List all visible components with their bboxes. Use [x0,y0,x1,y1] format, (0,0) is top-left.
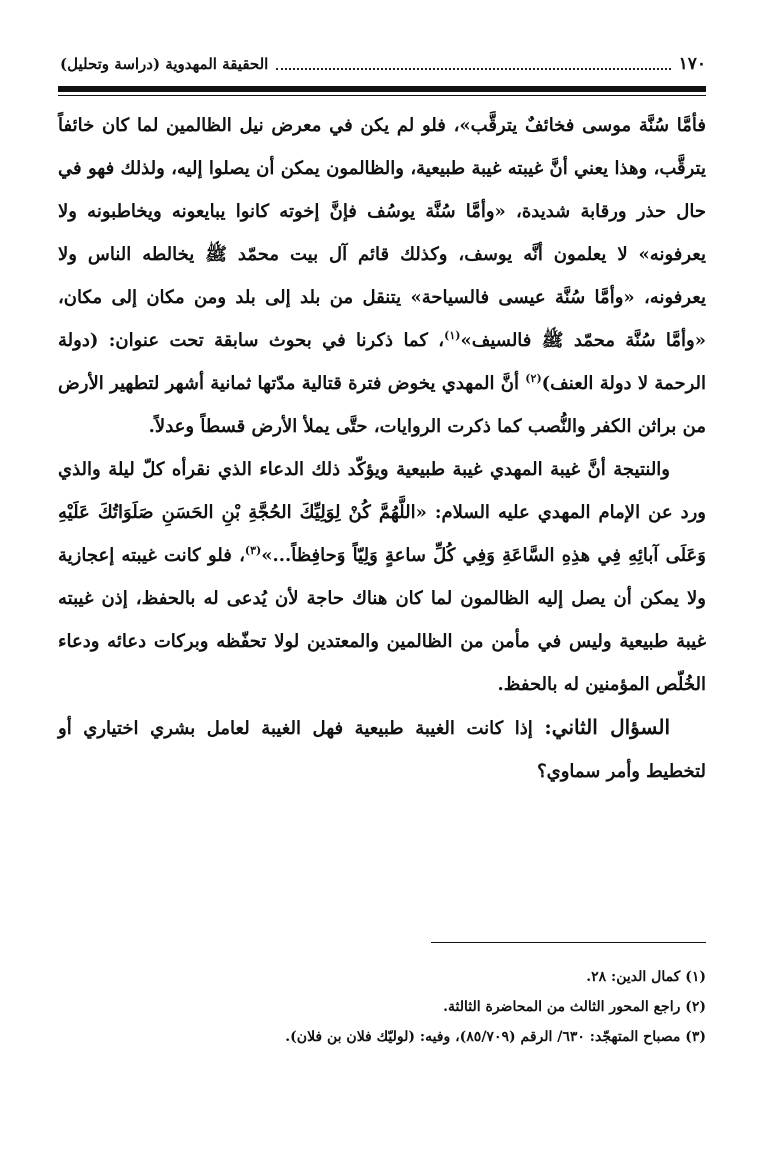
footnote-2: (٢) راجع المحور الثالث من المحاضرة الثالثة. [443,999,706,1015]
text-run: والنتيجة أنَّ غيبة المهدي غيبة طبيعية ويؤكّد ذلك الدعاء الذي نقرأه كلّ ليلة والذي ورد عن الإمام المهدي عليه السلام: «اللَّهُمَّ كُنْ لِوَلِيِّكَ الحُجَّةِ بْنِ الحَسَنِ صَلَوَاتُكَ عَلَيْهِ وَعَلَى آبائِهِ فِي هذِهِ السَّاعَةِ وَفِي كُلِّ ساعةٍ وَلِيّاً وَحافِظاً...» [58,459,706,566]
header-rule-thick [58,86,706,92]
footnote-1: (١) كمال الدين: ٢٨. [586,969,706,985]
question-text: إذا كانت الغيبة طبيعية فهل الغيبة لعامل بشري اختياري أو لتخطيط وأمر سماوي؟ [58,718,706,782]
main-text [58,104,706,793]
header-rule-thin [58,95,706,96]
text-run: ، فلو كانت غيبته إعجازية ولا يمكن أن يصل إليه الظالمون لما كان هناك حاجة لأن يُدعى له بالحفظ، إذن غيبته غيبة طبيعية وليس في مأمن من الظالمين والمعتدين لولا تحفّظه وبركات دعائه ودعاء الخُلّص المؤمنين له بالحفظ. [58,545,706,695]
text-run: ، كما ذكرنا في بحوث سابقة تحت عنوان: (دولة الرحمة لا دولة العنف) [58,330,706,394]
footnote-ref-3: (٣) [244,544,262,557]
question-label: السؤال الثاني: [544,715,670,739]
header-dot-leader [276,58,670,70]
footnote-separator [431,942,706,943]
running-header [60,44,706,84]
footnote-ref-1: (١) [444,329,461,342]
text-run: أنَّ المهدي يخوض فترة قتالية مدّتها ثمانية أشهر لتطهير الأرض من براثن الكفر والنُّصب كما ذكرت الروايات، حتَّى يملأ الأرض قسطاً وعدلاً. [58,373,706,437]
page-number: ١٧٠ [678,54,706,74]
paragraph [58,104,706,448]
text-run: فأمَّا سُنَّة موسى فخائفٌ يترقَّب»، فلو لم يكن في معرض نيل الظالمين لما كان خائفاً يترقَّب، وهذا يعني أنَّ غيبته غيبة طبيعية، والظالمون يمكن أن يصلوا إليه، ولذلك فهو في حال حذر ورقابة شديدة، «وأمَّا سُنَّة يوسُف فإنَّ إخوته كانوا يبايعونه ويخاطبونه ولا يعرفونه» لا يعلمون أنَّه يوسف، وكذلك قائم آل بيت محمّد ﷺ يخالطه الناس ولا يعرفونه، «وأمَّا سُنَّة عيسى فالسياحة» يتنقل من بلد إلى بلد ومن مكان إلى مكان، «وأمَّا سُنَّة محمّد ﷺ فالسيف» [58,115,706,351]
book-title: الحقيقة المهدوية (دراسة وتحليل) [60,55,269,73]
paragraph [58,448,706,706]
footnotes [58,962,706,1052]
footnote-ref-2: (٢) [525,372,542,385]
footnote-3: (٣) مصباح المتهجّد: ٦٣٠/ الرقم (٨٥/٧٠٩)، وفيه: (لوليّك فلان بن فلان). [285,1029,706,1045]
question-paragraph [58,706,706,793]
